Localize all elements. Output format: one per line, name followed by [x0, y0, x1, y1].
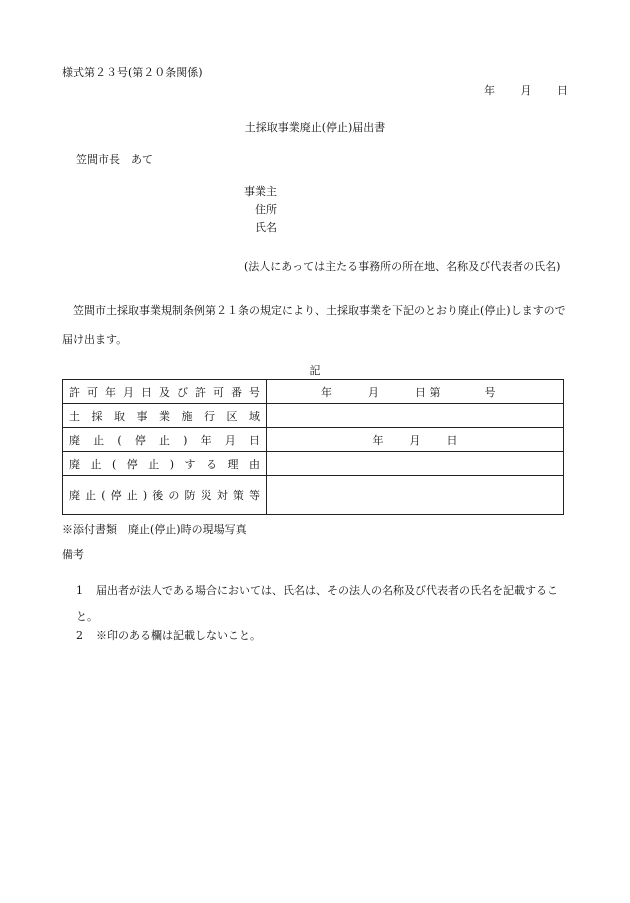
remark-number: 1 [76, 584, 83, 597]
table-row [63, 476, 564, 515]
extraction-area-field[interactable] [267, 404, 564, 428]
remark-number: 2 [76, 629, 83, 642]
table-row [63, 428, 564, 452]
remark-item [76, 578, 574, 630]
form-number: 様式第２３号(第２０条関係) [62, 66, 203, 79]
document-title: 土採取事業廃止(停止)届出書 [244, 121, 386, 134]
date-month: 月 [520, 84, 532, 97]
submission-date [484, 85, 568, 96]
remarks-heading: 備考 [62, 548, 84, 561]
remark-text: 届出者が法人である場合においては、氏名は、その法人の名称及び代表者の氏名を記載すること。 [76, 584, 558, 623]
table-row [63, 380, 564, 404]
permit-day-unit: 日 第 [415, 385, 441, 399]
row-label: 土採取事業施行区域 [63, 404, 267, 428]
table-row [63, 404, 564, 428]
date-year: 年 [484, 84, 495, 97]
permit-date-number-field[interactable] [267, 380, 564, 404]
abolition-year-unit: 年 [372, 433, 384, 447]
addressee: 笠間市長 あて [76, 153, 153, 166]
name-label: 氏名 [255, 221, 277, 234]
date-day: 日 [557, 84, 568, 97]
corporate-note: (法人にあっては主たる事務所の所在地、名称及び代表者の氏名) [244, 260, 561, 273]
details-table [62, 379, 564, 515]
body-text: 笠間市土採取事業規制条例第２１条の規定により、土採取事業を下記のとおり廃止(停止)しますので届け出ます。 [62, 304, 566, 346]
permit-year-unit: 年 [321, 385, 332, 399]
row-label: 廃止(停止)後の防災対策等 [63, 476, 267, 515]
row-label: 許可年月日及び許可番号 [63, 380, 267, 404]
abolition-month-unit: 月 [409, 433, 421, 447]
abolition-reason-field[interactable] [267, 452, 564, 476]
disaster-prevention-field[interactable] [267, 476, 564, 515]
abolition-day-unit: 日 [446, 433, 458, 447]
attachment-note: ※添付書類 廃止(停止)時の現場写真 [62, 523, 247, 536]
row-label: 廃止(停止)する理由 [63, 452, 267, 476]
ki-heading: 記 [309, 364, 321, 377]
address-label: 住所 [255, 203, 277, 216]
applicant-heading: 事業主 [244, 185, 277, 198]
remark-item [76, 630, 261, 641]
row-label: 廃止(停止)年月日 [63, 428, 267, 452]
remark-text: ※印のある欄は記載しないこと。 [96, 629, 261, 642]
table-row [63, 452, 564, 476]
abolition-date-field[interactable] [267, 428, 564, 452]
applicant-block [244, 186, 277, 240]
permit-month-unit: 月 [368, 385, 379, 399]
permit-number-unit: 号 [484, 385, 496, 399]
